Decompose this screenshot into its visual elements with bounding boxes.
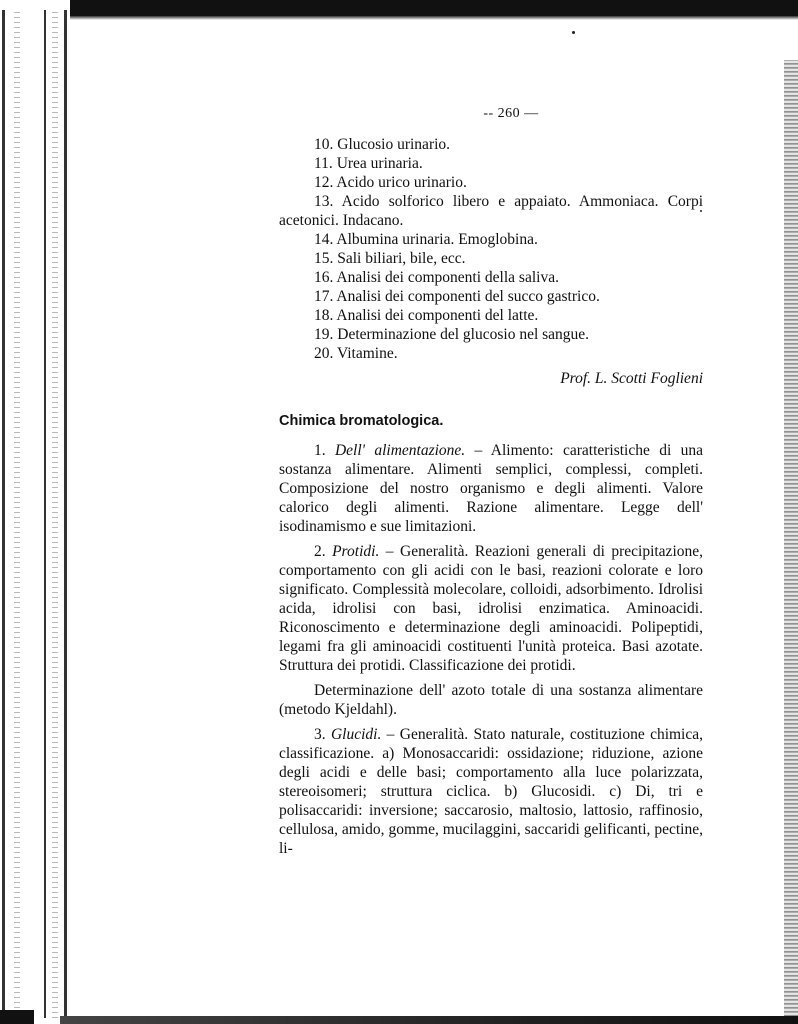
- list-item: 19. Determinazione del glucosio nel sangue.: [314, 326, 590, 343]
- exercise-list: [279, 135, 703, 363]
- paragraph-kjeldahl: Determinazione dell' azoto totale di una sostanza alimentare (metodo Kjeldahl).: [279, 682, 703, 718]
- scan-speck: [572, 31, 575, 34]
- scan-bottom-edge: [60, 1016, 798, 1024]
- paragraph-alimentazione: 1. Dell' alimentazione. – Alimento: caratteristiche di una sostanza alimentare. Alimenti semplici, complessi, completi. Composizione del nostro organismo e degli alimenti. Valore calorico degli alimenti. Razione alimentare. Legge dell' isodinamismo e sue limitazioni.: [279, 442, 704, 535]
- scan-right-edge: [784, 60, 798, 1024]
- paragraph-title: Glucidi.: [330, 726, 382, 743]
- list-item: 15. Sali biliari, bile, ecc.: [314, 250, 466, 267]
- book-binding: [0, 0, 70, 1024]
- scan-edge-artifact: [0, 1010, 34, 1024]
- paragraph-title: Protidi.: [332, 543, 380, 560]
- author-signature: Prof. L. Scotti Foglieni: [560, 370, 703, 387]
- list-item: 10. Glucosio urinario.: [314, 136, 451, 153]
- scan-top-shadow: [60, 16, 798, 20]
- list-item: 12. Acido urico urinario.: [314, 174, 467, 191]
- paragraph-protidi: 2. Protidi. – Generalità. Reazioni generali di precipitazione, comportamento con gli acidi con le basi, reazioni colorate e loro significato. Complessità molecolare, colloidi, adsorbimento. Idrolisi acida, idrolisi con basi, idrolisi enzimatica. Aminoacidi. Riconoscimento e determinazione degli aminoacidi. Polipeptidi, legami fra gli aminoacidi costituenti l'unità proteica. Basi azotate. Struttura dei protidi. Classificazione dei protidi.: [279, 543, 704, 674]
- page-text-column: [279, 104, 703, 858]
- list-item: 18. Analisi dei componenti del latte.: [314, 307, 539, 324]
- binding-line: [2, 10, 5, 1018]
- list-item: 20. Vitamine.: [314, 345, 398, 362]
- list-item: 16. Analisi dei componenti della saliva.: [314, 269, 559, 286]
- list-item: 13. Acido solforico libero e appaiato. Ammoniaca. Corpi acetonici. Indacano.: [279, 193, 703, 229]
- binding-speckle: [52, 10, 58, 1018]
- page-number: -- 260 —: [483, 106, 539, 121]
- paragraph-title: Dell' alimentazione.: [334, 442, 466, 459]
- list-item: 17. Analisi dei componenti del succo gastrico.: [314, 288, 600, 305]
- list-item: 14. Albumina urinaria. Emoglobina.: [314, 231, 538, 248]
- paragraph-glucidi: 3. Glucidi. – Generalità. Stato naturale, costituzione chimica, classificazione. a) Monosaccaridi: ossidazione; riduzione, azione degli acidi e delle basi; comportamento alla luce polarizzata, stereoisomeri; struttura ciclica. b) Glucosidi. c) Di, tri e polisaccaridi: inversione; saccarosio, maltosio, lattosio, raffinosio, cellulosa, amido, gomme, mucilaggini, saccaridi gelificanti, pectine, li-: [279, 726, 704, 857]
- binding-speckle: [14, 10, 20, 1018]
- binding-line: [44, 10, 46, 1018]
- list-item: 11. Urea urinaria.: [314, 155, 423, 172]
- section-heading: Chimica bromatologica.: [279, 413, 444, 429]
- binding-line: [64, 10, 67, 1018]
